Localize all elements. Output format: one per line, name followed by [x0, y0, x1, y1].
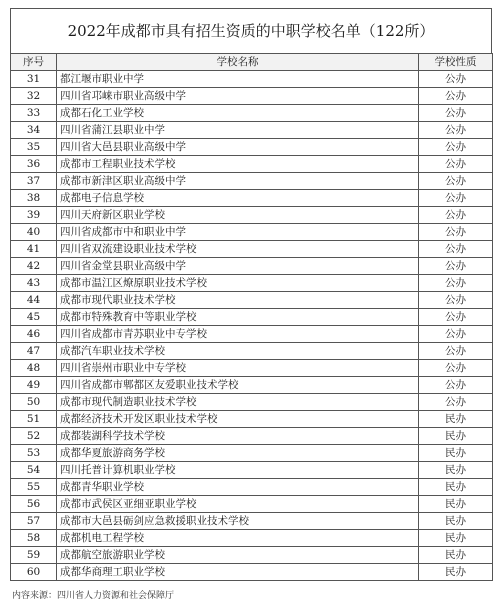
row-school-name: 成都电子信息学校: [57, 190, 419, 207]
table-row: [11, 530, 493, 547]
row-school-type: 民办: [419, 411, 493, 428]
row-serial: 43: [11, 275, 57, 292]
table-row: [11, 105, 493, 122]
table-row: [11, 71, 493, 88]
row-serial: 50: [11, 394, 57, 411]
row-school-name: 四川省成都市郫都区友爱职业技术学校: [57, 377, 419, 394]
row-school-name: 四川省成都市青苏职业中专学校: [57, 326, 419, 343]
row-school-name: 四川天府新区职业学校: [57, 207, 419, 224]
row-school-name: 成都机电工程学校: [57, 530, 419, 547]
row-school-type: 民办: [419, 479, 493, 496]
row-school-name: 成都经济技术开发区职业技术学校: [57, 411, 419, 428]
row-school-type: 公办: [419, 292, 493, 309]
row-serial: 57: [11, 513, 57, 530]
row-serial: 48: [11, 360, 57, 377]
row-school-type: 公办: [419, 275, 493, 292]
row-serial: 56: [11, 496, 57, 513]
row-school-name: 成都市新津区职业高级中学: [57, 173, 419, 190]
row-serial: 45: [11, 309, 57, 326]
row-school-type: 公办: [419, 173, 493, 190]
table-row: [11, 309, 493, 326]
row-school-type: 民办: [419, 428, 493, 445]
source-note: 内容来源：四川省人力资源和社会保障厅: [12, 591, 175, 601]
table-row: [11, 445, 493, 462]
row-school-type: 公办: [419, 224, 493, 241]
row-school-name: 四川省金堂县职业高级中学: [57, 258, 419, 275]
header-serial: 序号: [11, 54, 57, 71]
table-row: [11, 462, 493, 479]
row-serial: 32: [11, 88, 57, 105]
row-serial: 51: [11, 411, 57, 428]
row-school-type: 公办: [419, 258, 493, 275]
row-serial: 55: [11, 479, 57, 496]
row-school-name: 成都市武侯区亚细亚职业学校: [57, 496, 419, 513]
table-row: [11, 88, 493, 105]
row-serial: 46: [11, 326, 57, 343]
table-row: [11, 207, 493, 224]
row-school-type: 公办: [419, 326, 493, 343]
row-school-name: 四川省双流建设职业技术学校: [57, 241, 419, 258]
table-row: [11, 343, 493, 360]
table-row: [11, 394, 493, 411]
document-title: 2022年成都市具有招生资质的中职学校名单（122所）: [10, 8, 492, 53]
row-school-type: 公办: [419, 241, 493, 258]
row-school-type: 公办: [419, 394, 493, 411]
row-school-name: 成都华商理工职业学校: [57, 564, 419, 581]
table-row: [11, 547, 493, 564]
row-serial: 33: [11, 105, 57, 122]
table-body: [11, 71, 493, 581]
row-school-type: 民办: [419, 530, 493, 547]
row-school-name: 成都市工程职业技术学校: [57, 156, 419, 173]
row-serial: 39: [11, 207, 57, 224]
row-school-name: 成都市大邑县砺剑应急救援职业技术学校: [57, 513, 419, 530]
row-school-name: 四川省蒲江县职业中学: [57, 122, 419, 139]
row-school-type: 公办: [419, 207, 493, 224]
row-serial: 59: [11, 547, 57, 564]
row-school-type: 民办: [419, 513, 493, 530]
table-row: [11, 564, 493, 581]
table-row: [11, 258, 493, 275]
table-row: [11, 479, 493, 496]
table-row: [11, 122, 493, 139]
row-school-type: 公办: [419, 105, 493, 122]
row-school-name: 成都市特殊教育中等职业学校: [57, 309, 419, 326]
table-row: [11, 326, 493, 343]
row-school-type: 公办: [419, 88, 493, 105]
row-school-type: 民办: [419, 547, 493, 564]
document: [10, 8, 492, 581]
table-row: [11, 156, 493, 173]
row-school-name: 四川省邛崃市职业高级中学: [57, 88, 419, 105]
row-school-type: 公办: [419, 377, 493, 394]
row-school-type: 公办: [419, 343, 493, 360]
row-school-type: 公办: [419, 309, 493, 326]
table-row: [11, 292, 493, 309]
row-school-name: 成都青华职业学校: [57, 479, 419, 496]
row-school-name: 四川省崇州市职业中专学校: [57, 360, 419, 377]
row-serial: 35: [11, 139, 57, 156]
row-school-type: 公办: [419, 122, 493, 139]
row-school-name: 四川托普计算机职业学校: [57, 462, 419, 479]
row-serial: 36: [11, 156, 57, 173]
row-school-name: 四川省成都市中和职业中学: [57, 224, 419, 241]
row-school-name: 成都市温江区燎原职业技术学校: [57, 275, 419, 292]
row-serial: 40: [11, 224, 57, 241]
row-serial: 34: [11, 122, 57, 139]
table-row: [11, 275, 493, 292]
row-serial: 58: [11, 530, 57, 547]
header-school-type: 学校性质: [419, 54, 493, 71]
row-school-name: 成都汽车职业技术学校: [57, 343, 419, 360]
row-school-type: 民办: [419, 445, 493, 462]
row-school-name: 都江堰市职业中学: [57, 71, 419, 88]
row-school-name: 成都市现代职业技术学校: [57, 292, 419, 309]
row-school-type: 公办: [419, 139, 493, 156]
row-serial: 44: [11, 292, 57, 309]
row-school-type: 公办: [419, 71, 493, 88]
table-row: [11, 428, 493, 445]
row-school-type: 公办: [419, 190, 493, 207]
row-school-name: 成都装湖科学技术学校: [57, 428, 419, 445]
row-serial: 37: [11, 173, 57, 190]
table-row: [11, 411, 493, 428]
row-school-name: 成都石化工业学校: [57, 105, 419, 122]
row-serial: 52: [11, 428, 57, 445]
row-school-type: 民办: [419, 462, 493, 479]
table-row: [11, 496, 493, 513]
row-school-name: 四川省大邑县职业高级中学: [57, 139, 419, 156]
row-serial: 38: [11, 190, 57, 207]
row-serial: 54: [11, 462, 57, 479]
table-row: [11, 241, 493, 258]
table-row: [11, 224, 493, 241]
table-row: [11, 139, 493, 156]
table-row: [11, 190, 493, 207]
row-serial: 31: [11, 71, 57, 88]
row-serial: 53: [11, 445, 57, 462]
table-row: [11, 173, 493, 190]
table-row: [11, 360, 493, 377]
row-school-type: 民办: [419, 496, 493, 513]
table-header-row: [11, 54, 493, 71]
row-school-name: 成都航空旅游职业学校: [57, 547, 419, 564]
row-serial: 47: [11, 343, 57, 360]
row-serial: 49: [11, 377, 57, 394]
table-row: [11, 377, 493, 394]
row-serial: 42: [11, 258, 57, 275]
row-school-type: 公办: [419, 360, 493, 377]
row-school-name: 成都华夏旅游商务学校: [57, 445, 419, 462]
row-school-type: 公办: [419, 156, 493, 173]
school-table: [10, 53, 493, 581]
row-school-type: 民办: [419, 564, 493, 581]
row-school-name: 成都市现代制造职业技术学校: [57, 394, 419, 411]
table-row: [11, 513, 493, 530]
row-serial: 41: [11, 241, 57, 258]
header-school-name: 学校名称: [57, 54, 419, 71]
row-serial: 60: [11, 564, 57, 581]
